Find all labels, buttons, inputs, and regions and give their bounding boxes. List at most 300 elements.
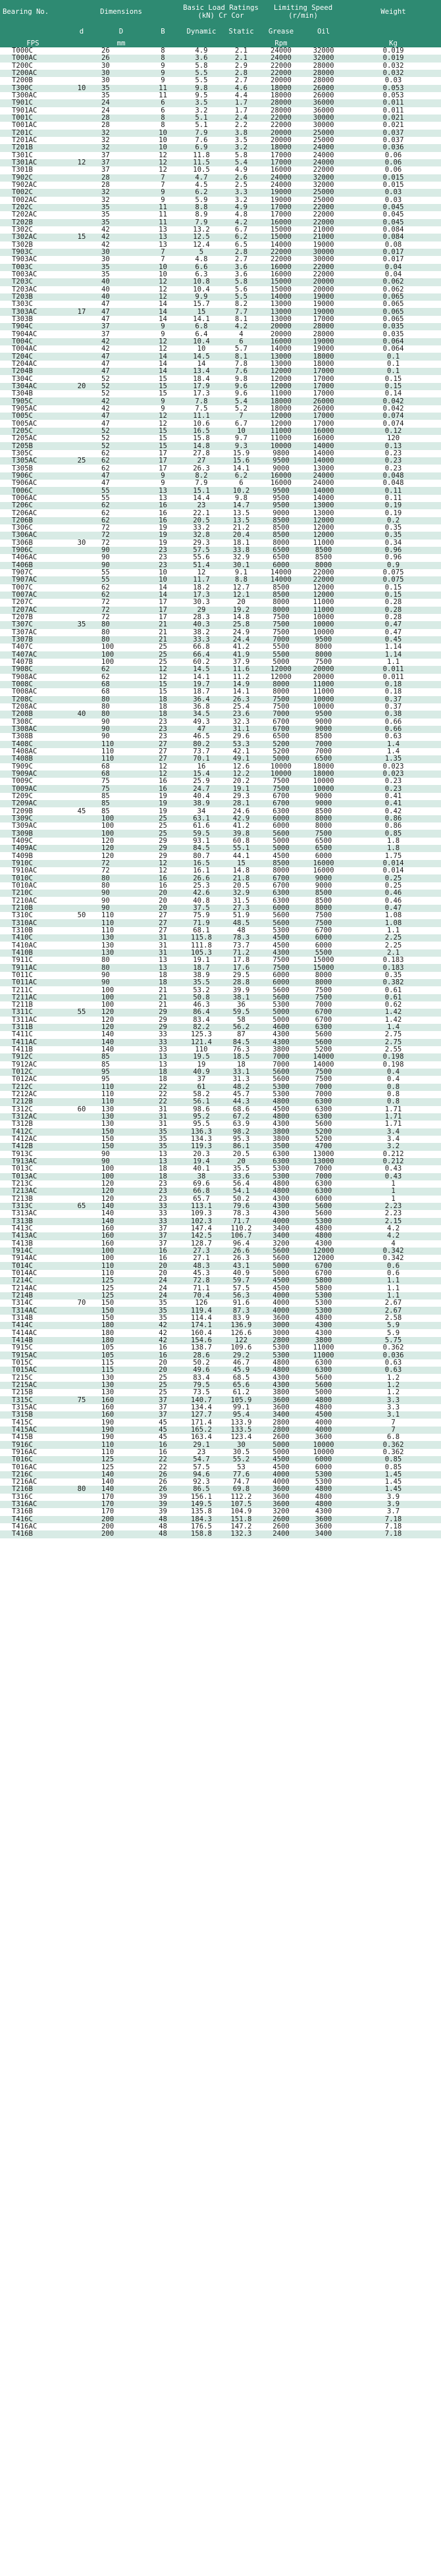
bore-diameter-cell [66,755,97,763]
bore-diameter-cell [66,204,97,211]
grease-speed-cell: 22000 [261,70,301,77]
oil-speed-cell: 7000 [301,1084,346,1091]
bore-diameter-cell [66,99,97,107]
grease-speed-cell: 22000 [261,114,301,122]
static-load-cell: 11.2 [222,674,261,681]
weight-cell: 0.382 [346,979,441,986]
width-cell: 15 [145,681,181,688]
oil-speed-cell: 19000 [301,241,346,249]
grease-speed-cell: 6000 [261,979,301,986]
weight-cell: 1.1 [346,1277,441,1284]
outer-diameter-cell: 115 [97,1359,145,1367]
static-load-cell: 78.3 [222,1210,261,1217]
weight-cell: 0.4 [346,1076,441,1083]
outer-diameter-cell: 32 [97,189,145,196]
oil-speed-cell: 24000 [301,472,346,480]
bore-diameter-cell [66,144,97,151]
static-load-cell: 13.5 [222,509,261,517]
dynamic-load-cell: 42.6 [181,890,222,897]
static-load-cell: 14.1 [222,465,261,472]
oil-speed-cell: 8000 [301,979,346,986]
outer-diameter-cell: 85 [97,800,145,807]
oil-speed-cell: 5600 [301,1039,346,1046]
grease-speed-cell: 16000 [261,264,301,271]
width-cell: 11 [145,204,181,211]
width-cell: 20 [145,1359,181,1367]
oil-speed-cell: 11000 [301,1344,346,1351]
header-unit-kg: Kg [346,39,441,47]
oil-speed-cell: 4800 [301,1315,346,1322]
weight-cell: 0.34 [346,540,441,547]
dynamic-load-cell: 54.7 [181,1456,222,1463]
table-row [0,77,441,84]
width-cell: 16 [145,785,181,792]
bearing-no-cell: T016AC [0,1463,66,1471]
width-cell: 15 [145,688,181,695]
grease-speed-cell: 15000 [261,226,301,234]
static-load-cell: 2.2 [222,122,261,129]
dynamic-load-cell: 15 [181,308,222,315]
outer-diameter-cell: 85 [97,1053,145,1061]
table-row [0,822,441,830]
oil-speed-cell: 22000 [301,576,346,584]
outer-diameter-cell: 100 [97,1165,145,1173]
static-load-cell: 18.1 [222,540,261,547]
grease-speed-cell: 7500 [261,785,301,792]
outer-diameter-cell: 37 [97,166,145,174]
table-row [0,1449,441,1456]
bore-diameter-cell [66,107,97,114]
table-row [0,696,441,703]
bore-diameter-cell [66,1069,97,1076]
outer-diameter-cell: 52 [97,442,145,449]
outer-diameter-cell: 120 [97,1180,145,1188]
oil-speed-cell: 9000 [301,882,346,890]
bearing-no-cell: T002AC [0,197,66,204]
width-cell: 10 [145,137,181,144]
oil-speed-cell: 8000 [301,644,346,651]
width-cell: 22 [145,1098,181,1105]
static-load-cell: 10 [222,428,261,435]
grease-speed-cell: 24000 [261,55,301,62]
grease-speed-cell: 24000 [261,182,301,189]
dynamic-load-cell: 8.2 [181,472,222,480]
outer-diameter-cell: 100 [97,1001,145,1009]
grease-speed-cell: 4000 [261,1478,301,1486]
static-load-cell: 31.3 [222,1076,261,1083]
dynamic-load-cell: 49.3 [181,719,222,726]
outer-diameter-cell: 68 [97,770,145,778]
grease-speed-cell: 6700 [261,726,301,733]
dynamic-load-cell: 119.3 [181,1143,222,1150]
table-row [0,1523,441,1530]
outer-diameter-cell: 110 [97,927,145,934]
dynamic-load-cell: 24.7 [181,785,222,792]
outer-diameter-cell: 105 [97,1344,145,1351]
oil-speed-cell: 17000 [301,383,346,390]
oil-speed-cell: 26000 [301,397,346,405]
dynamic-load-cell: 114.4 [181,1315,222,1322]
bore-diameter-cell [66,874,97,882]
bore-diameter-cell [66,405,97,413]
bore-diameter-cell [66,211,97,218]
oil-speed-cell: 5200 [301,1046,346,1053]
width-cell: 27 [145,912,181,919]
oil-speed-cell: 7000 [301,1091,346,1098]
table-row [0,1165,441,1173]
static-load-cell: 133.9 [222,1419,261,1426]
bearing-no-cell: T013AC [0,1173,66,1180]
static-load-cell: 5.8 [222,278,261,286]
oil-speed-cell: 7000 [301,1173,346,1180]
static-load-cell: 8.2 [222,301,261,308]
dynamic-load-cell: 25.9 [181,778,222,785]
bore-diameter-cell: 35 [66,621,97,628]
bearing-no-cell: T313B [0,1218,66,1225]
static-load-cell: 3.2 [222,144,261,151]
static-load-cell: 19.1 [222,785,261,792]
oil-speed-cell: 8500 [301,547,346,554]
width-cell: 33 [145,1039,181,1046]
outer-diameter-cell: 28 [97,122,145,129]
static-load-cell: 4.9 [222,166,261,174]
grease-speed-cell: 5600 [261,1069,301,1076]
bore-diameter-cell: 60 [66,1106,97,1113]
table-row [0,1180,441,1188]
bore-diameter-cell [66,256,97,263]
width-cell: 13 [145,964,181,971]
bore-diameter-cell [66,1024,97,1031]
dynamic-load-cell: 5.8 [181,63,222,70]
table-row [0,256,441,263]
outer-diameter-cell: 160 [97,1404,145,1411]
width-cell: 23 [145,719,181,726]
weight-cell: 0.03 [346,197,441,204]
oil-speed-cell: 9500 [301,711,346,718]
table-row [0,1091,441,1098]
outer-diameter-cell: 150 [97,1307,145,1314]
bore-diameter-cell [66,838,97,845]
bore-diameter-cell [66,927,97,934]
weight-cell: 5.9 [346,1329,441,1336]
bearing-no-cell: T407B [0,659,66,666]
weight-cell: 0.6 [346,1262,441,1269]
static-load-cell: 29.6 [222,733,261,740]
bore-diameter-cell [66,316,97,323]
grease-speed-cell: 4000 [261,1300,301,1307]
width-cell: 29 [145,838,181,845]
grease-speed-cell: 17000 [261,152,301,159]
static-load-cell: 2.1 [222,47,261,55]
bore-diameter-cell [66,122,97,129]
bore-diameter-cell [66,1218,97,1225]
static-load-cell: 56.2 [222,1024,261,1031]
weight-cell: 0.062 [346,286,441,293]
outer-diameter-cell: 55 [97,576,145,584]
dynamic-load-cell: 40.1 [181,1165,222,1173]
oil-speed-cell: 8000 [301,815,346,822]
grease-speed-cell: 2600 [261,1516,301,1523]
table-row [0,1456,441,1463]
dynamic-load-cell: 3.5 [181,99,222,107]
grease-speed-cell: 5200 [261,741,301,748]
static-load-cell: 48.2 [222,1084,261,1091]
static-load-cell: 24.4 [222,636,261,644]
table-row [0,629,441,636]
oil-speed-cell: 24000 [301,159,346,166]
weight-cell: 0.96 [346,554,441,561]
static-load-cell: 3.8 [222,130,261,137]
weight-cell: 0.63 [346,1367,441,1374]
width-cell: 25 [145,651,181,659]
weight-cell: 1.35 [346,755,441,763]
table-row [0,1128,441,1136]
table-row [0,472,441,480]
grease-speed-cell: 4800 [261,1188,301,1195]
dynamic-load-cell: 10.4 [181,286,222,293]
bearing-no-cell: T203B [0,293,66,301]
weight-cell: 0.017 [346,249,441,256]
bearing-no-cell: T313AC [0,1210,66,1217]
weight-cell: 0.85 [346,1456,441,1463]
bearing-no-cell: T406AC [0,554,66,561]
outer-diameter-cell: 95 [97,1069,145,1076]
oil-speed-cell: 6500 [301,838,346,845]
dynamic-load-cell: 33.3 [181,636,222,644]
outer-diameter-cell: 120 [97,1024,145,1031]
weight-cell: 3.3 [346,1404,441,1411]
bore-diameter-cell [66,55,97,62]
bearing-no-cell: T303AC [0,308,66,315]
dynamic-load-cell: 84.5 [181,845,222,852]
dynamic-load-cell: 18.7 [181,688,222,695]
dynamic-load-cell: 93.1 [181,838,222,845]
bore-diameter-cell: 50 [66,912,97,919]
width-cell: 13 [145,241,181,249]
bore-diameter-cell [66,130,97,137]
oil-speed-cell: 6300 [301,1113,346,1121]
table-row [0,1329,441,1336]
grease-speed-cell: 5300 [261,1173,301,1180]
dynamic-load-cell: 3.2 [181,107,222,114]
static-load-cell: 5.8 [222,152,261,159]
outer-diameter-cell: 35 [97,264,145,271]
dynamic-load-cell: 65.7 [181,1196,222,1203]
width-cell: 19 [145,524,181,532]
weight-cell: 0.61 [346,994,441,1001]
bearing-no-cell: T902C [0,174,66,182]
bore-diameter-cell [66,1382,97,1389]
width-cell: 18 [145,1173,181,1180]
bearing-no-cell: T204AC [0,361,66,368]
grease-speed-cell: 20000 [261,77,301,84]
weight-cell: 0.8 [346,1098,441,1105]
table-row [0,397,441,405]
bore-diameter-cell [66,845,97,852]
grease-speed-cell: 6500 [261,554,301,561]
width-cell: 25 [145,644,181,651]
outer-diameter-cell: 140 [97,1046,145,1053]
dynamic-load-cell: 34 [181,807,222,815]
oil-speed-cell: 12000 [301,592,346,599]
bearing-no-cell: T913C [0,1151,66,1158]
bore-diameter-cell [66,1427,97,1434]
static-load-cell: 59.5 [222,1009,261,1016]
dynamic-load-cell: 86.5 [181,1486,222,1493]
oil-speed-cell: 25000 [301,130,346,137]
table-row [0,1486,441,1493]
grease-speed-cell: 14000 [261,241,301,249]
dynamic-load-cell: 6.6 [181,264,222,271]
oil-speed-cell: 5600 [301,1210,346,1217]
weight-cell: 0.198 [346,1053,441,1061]
outer-diameter-cell: 100 [97,830,145,837]
table-row [0,845,441,852]
outer-diameter-cell: 190 [97,1419,145,1426]
outer-diameter-cell: 80 [97,957,145,964]
bore-diameter-cell [66,1434,97,1441]
grease-speed-cell: 5500 [261,651,301,659]
table-row [0,55,441,62]
outer-diameter-cell: 115 [97,1367,145,1374]
bore-diameter-cell [66,47,97,55]
static-load-cell: 104.9 [222,1508,261,1515]
table-row [0,912,441,919]
oil-speed-cell: 8000 [301,972,346,979]
dynamic-load-cell: 5.1 [181,114,222,122]
bearing-no-cell: T903AC [0,256,66,263]
static-load-cell: 36 [222,1001,261,1009]
grease-speed-cell: 4300 [261,1374,301,1381]
outer-diameter-cell: 55 [97,495,145,502]
bearing-no-cell: T902AC [0,182,66,189]
table-row [0,241,441,249]
width-cell: 20 [145,890,181,897]
static-load-cell: 9.1 [222,569,261,576]
bore-diameter-cell [66,1143,97,1150]
weight-cell: 5.9 [346,1322,441,1329]
dynamic-load-cell: 55.6 [181,554,222,561]
static-load-cell: 14.9 [222,681,261,688]
weight-cell: 1.1 [346,927,441,934]
width-cell: 21 [145,621,181,628]
static-load-cell: 13.5 [222,517,261,524]
bore-diameter-cell [66,554,97,561]
dynamic-load-cell: 40.8 [181,897,222,904]
static-load-cell: 20.4 [222,532,261,539]
table-row [0,1382,441,1389]
oil-speed-cell: 36000 [301,107,346,114]
static-load-cell: 65.6 [222,1382,261,1389]
static-load-cell: 53.3 [222,741,261,748]
width-cell: 10 [145,576,181,584]
width-cell: 27 [145,919,181,926]
header-fps: FPS [0,39,66,47]
oil-speed-cell: 5300 [301,1307,346,1314]
outer-diameter-cell: 72 [97,614,145,621]
width-cell: 16 [145,1449,181,1456]
dynamic-load-cell: 115.8 [181,934,222,942]
weight-cell: 0.23 [346,457,441,465]
bore-diameter-cell [66,1262,97,1269]
dynamic-load-cell: 37 [181,1076,222,1083]
static-load-cell: 9.8 [222,375,261,382]
static-load-cell: 24.6 [222,807,261,815]
bearing-no-cell: T414C [0,1322,66,1329]
outer-diameter-cell: 100 [97,986,145,994]
bearing-no-cell: T901AC [0,107,66,114]
weight-cell: 0.04 [346,264,441,271]
dynamic-load-cell: 32.8 [181,532,222,539]
table-row [0,674,441,681]
width-cell: 8 [145,122,181,129]
grease-speed-cell: 5000 [261,845,301,852]
dynamic-load-cell: 25.3 [181,882,222,890]
grease-speed-cell: 19000 [261,189,301,196]
dynamic-load-cell: 9.5 [181,92,222,99]
table-row [0,293,441,301]
bearing-no-cell: T413B [0,1240,66,1248]
header-load-units: (kN) Cr Cor [197,12,244,20]
width-cell: 16 [145,1344,181,1351]
width-cell: 37 [145,1240,181,1248]
grease-speed-cell: 5300 [261,1165,301,1173]
oil-speed-cell: 6300 [301,1367,346,1374]
static-load-cell: 32.3 [222,719,261,726]
width-cell: 31 [145,1106,181,1113]
dynamic-load-cell: 51.4 [181,562,222,569]
header-oil: Oil [301,24,346,39]
static-load-cell: 4.2 [222,219,261,226]
width-cell: 29 [145,852,181,859]
table-row [0,1084,441,1091]
dynamic-load-cell: 109.3 [181,1210,222,1217]
grease-speed-cell: 4500 [261,852,301,859]
static-load-cell: 6.7 [222,420,261,427]
static-load-cell: 6.2 [222,472,261,480]
weight-cell: 0.23 [346,778,441,785]
oil-speed-cell: 5600 [301,1203,346,1210]
weight-cell: 0.036 [346,1351,441,1359]
outer-diameter-cell: 160 [97,1225,145,1232]
dynamic-load-cell: 68.1 [181,927,222,934]
table-row [0,770,441,778]
table-row [0,1151,441,1158]
weight-cell: 0.15 [346,375,441,382]
outer-diameter-cell: 47 [97,420,145,427]
bearing-no-cell: T308B [0,733,66,740]
static-load-cell: 35.5 [222,1165,261,1173]
bearing-no-cell: T907C [0,569,66,576]
width-cell: 13 [145,495,181,502]
dynamic-load-cell: 6.4 [181,330,222,338]
static-load-cell: 84.5 [222,1039,261,1046]
grease-speed-cell: 12000 [261,383,301,390]
dynamic-load-cell: 36.4 [181,696,222,703]
oil-speed-cell: 4300 [301,1322,346,1329]
width-cell: 21 [145,986,181,994]
static-load-cell: 26.6 [222,1248,261,1255]
grease-speed-cell: 7500 [261,703,301,711]
oil-speed-cell: 18000 [301,353,346,360]
static-load-cell: 87.3 [222,1307,261,1314]
oil-speed-cell: 6300 [301,1188,346,1195]
oil-speed-cell: 12000 [301,517,346,524]
grease-speed-cell: 3800 [261,1046,301,1053]
weight-cell: 1.45 [346,1486,441,1493]
dynamic-load-cell: 12 [181,569,222,576]
bore-diameter-cell [66,1046,97,1053]
